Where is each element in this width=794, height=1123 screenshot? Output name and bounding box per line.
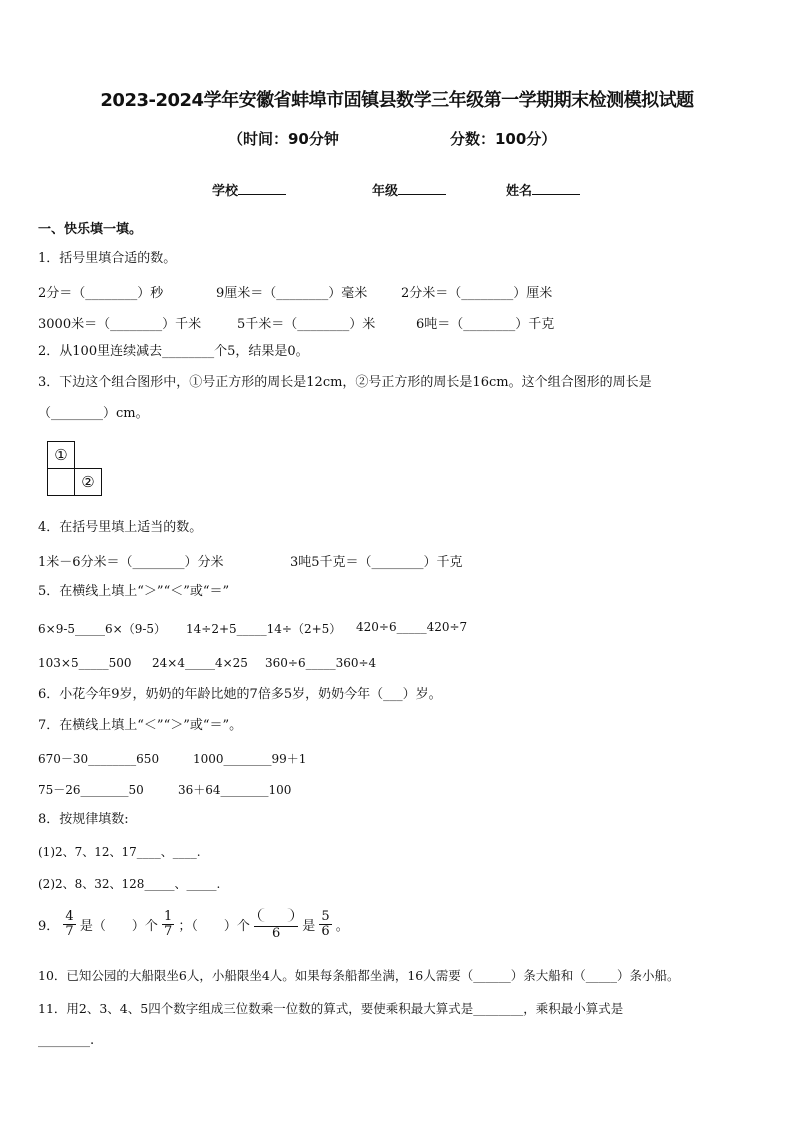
question-11-line-1[interactable]: 11．用2、3、4、5四个数字组成三位数乘一位数的算式，要使乘积最大算式是________，乘积最小算式是 <box>38 1001 624 1016</box>
school-blank[interactable] <box>238 181 286 195</box>
q8-sequence-2[interactable]: (2)2、8、32、128_____、_____. <box>38 877 221 891</box>
question-3-line-1: 3．下边这个组合图形中，①号正方形的周长是12cm，②号正方形的周长是16cm。这个组合图形的周长是 <box>38 375 652 390</box>
question-7-stem: 7．在横线上填上“＜”“＞”或“＝”。 <box>38 718 243 733</box>
grade-field <box>372 180 446 199</box>
square-2-label: ② <box>81 473 95 491</box>
q5-item-4[interactable]: 103×5_____500 <box>38 656 132 670</box>
name-field <box>506 180 580 199</box>
grade-blank[interactable] <box>398 181 446 195</box>
name-blank[interactable] <box>532 181 580 195</box>
fraction-denominator: 7 <box>164 924 173 939</box>
q5-item-2[interactable]: 14÷2+5_____14÷（2+5） <box>186 622 342 636</box>
q1-item-1[interactable]: 2分＝（________）秒 <box>38 286 164 301</box>
square-blank <box>47 468 75 496</box>
question-5-stem: 5．在横线上填上“＞”“＜”或“＝” <box>38 584 230 599</box>
q9-text-4: 。 <box>335 919 349 934</box>
q5-item-5[interactable]: 24×4_____4×25 <box>152 656 248 670</box>
exam-time: （时间：90分钟 <box>228 130 339 148</box>
square-1-label: ① <box>54 446 68 464</box>
fraction-1-7 <box>162 910 174 939</box>
q9-number: 9． <box>38 919 60 934</box>
exam-subtitle <box>0 128 794 150</box>
question-2[interactable]: 2．从100里连续减去________个5，结果是0。 <box>38 344 309 359</box>
fraction-numerator: 1 <box>164 909 173 924</box>
question-11-line-2[interactable]: ________. <box>38 1033 95 1048</box>
question-9 <box>38 908 349 952</box>
name-label: 姓名 <box>506 184 533 199</box>
square-1 <box>47 441 75 469</box>
question-4-stem: 4．在括号里填上适当的数。 <box>38 520 203 535</box>
composite-square-figure <box>47 441 105 499</box>
q9-text-2[interactable]: ；（ ）个 <box>178 919 250 934</box>
q9-text-1[interactable]: 是（ ）个 <box>79 919 158 934</box>
exam-score: 分数：100分） <box>450 130 557 148</box>
q9-text-3: 是 <box>302 919 316 934</box>
numerator-blank-bracket[interactable] <box>258 908 294 922</box>
fraction-4-7 <box>63 910 75 939</box>
q4-item-1[interactable]: 1米－6分米＝（________）分米 <box>38 555 224 570</box>
fraction-denominator: 7 <box>65 924 74 939</box>
fraction-denominator: 6 <box>271 926 281 941</box>
q5-item-6[interactable]: 360÷6_____360÷4 <box>265 656 377 670</box>
q1-item-6[interactable]: 6吨＝（________）千克 <box>416 317 555 332</box>
question-1-stem: 1．括号里填合适的数。 <box>38 251 177 266</box>
fraction-numerator-blank[interactable] <box>254 908 298 927</box>
q7-item-3[interactable]: 75－26________50 <box>38 783 144 797</box>
grade-label: 年级 <box>372 184 399 199</box>
question-10[interactable]: 10．已知公园的大船限坐6人，小船限坐4人。如果每条船都坐满，16人需要（______）条大船和（_____）条小船。 <box>38 968 680 983</box>
page-title: 2023-2024学年安徽省蚌埠市固镇县数学三年级第一学期期末检测模拟试题 <box>100 90 694 111</box>
q1-item-5[interactable]: 5千米＝（________）米 <box>237 317 376 332</box>
school-field <box>212 180 286 199</box>
q1-item-4[interactable]: 3000米＝（________）千米 <box>38 317 202 332</box>
question-8-stem: 8．按规律填数: <box>38 812 129 827</box>
square-2 <box>74 468 102 496</box>
school-label: 学校 <box>212 184 239 199</box>
q5-item-1[interactable]: 6×9-5_____6×（9-5） <box>38 622 167 636</box>
fraction-blank-6[interactable] <box>254 908 298 941</box>
q4-item-2[interactable]: 3吨5千克＝（________）千克 <box>290 555 463 570</box>
fraction-numerator: 4 <box>65 909 74 924</box>
q8-sequence-1[interactable]: (1)2、7、12、17____、____. <box>38 845 201 859</box>
q7-item-2[interactable]: 1000________99＋1 <box>193 752 307 766</box>
fraction-denominator: 6 <box>321 924 330 939</box>
question-6[interactable]: 6．小花今年9岁，奶奶的年龄比她的7倍多5岁，奶奶今年（___）岁。 <box>38 687 442 702</box>
q5-item-3[interactable]: 420÷6_____420÷7 <box>356 620 468 634</box>
q7-item-1[interactable]: 670－30________650 <box>38 752 160 766</box>
question-3-line-2[interactable]: （________）cm。 <box>38 406 149 421</box>
section-heading: 一、快乐填一填。 <box>38 222 143 237</box>
q7-item-4[interactable]: 36＋64________100 <box>178 783 292 797</box>
fraction-numerator: 5 <box>321 909 330 924</box>
fraction-5-6 <box>319 910 331 939</box>
q1-item-3[interactable]: 2分米＝（________）厘米 <box>401 286 553 301</box>
q1-item-2[interactable]: 9厘米＝（________）毫米 <box>216 286 368 301</box>
